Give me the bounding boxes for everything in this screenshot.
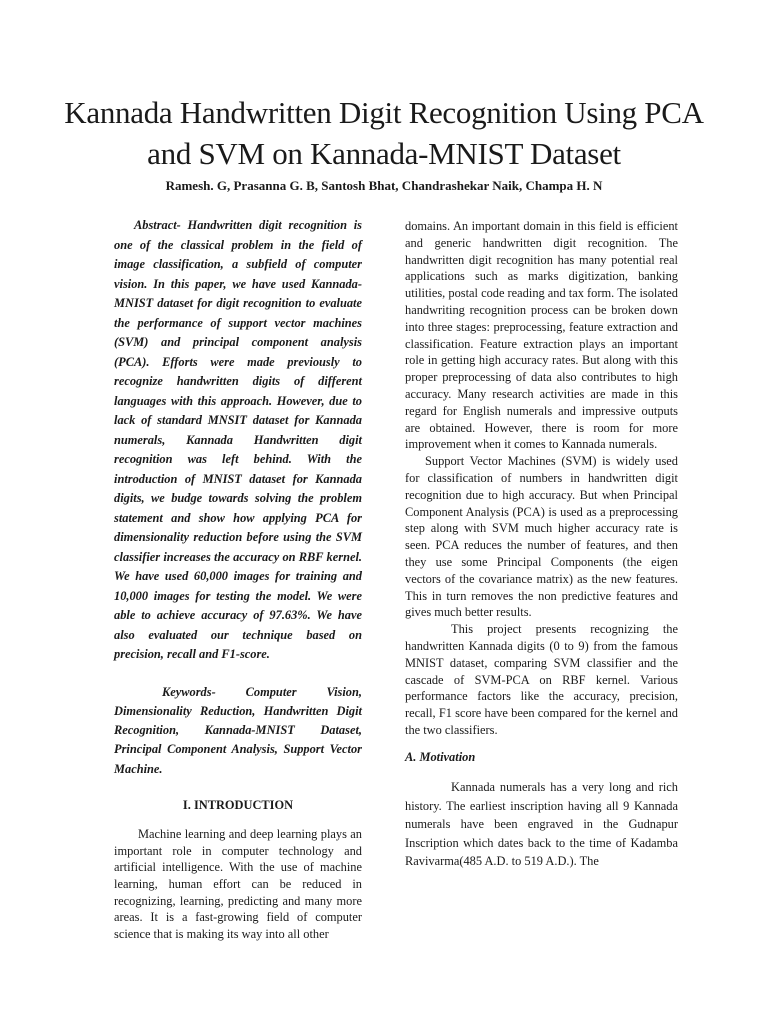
left-column [114,216,362,942]
author-list: Ramesh. G, Prasanna G. B, Santosh Bhat, Chandrashekar Naik, Champa H. N [165,178,603,193]
section-heading-introduction: I. INTRODUCTION [182,797,294,812]
subsection-heading-motivation: A. Motivation [405,749,476,764]
abstract-text: Handwritten digit recognition is one of the classical problem in the field of image classification, a subfield of computer vision. In this paper, we have used Kannada-MNIST dataset for digit recognition to evaluate the performance of support vector machines (SVM) and principal component analysis (PCA). Efforts were made previously to recognize handwritten digits of different languages with this approach. However, due to lack of standard MNSIT dataset for Kannada numerals, Kannada Handwritten digit recognition was left behind. With the introduction of MNIST dataset for Kannada digits, we budge towards solving the problem statement and show how applying PCA for dimensionality reduction before using the SVM classifier increases the accuracy on RBF kernel. We have used 60,000 images for training and 10,000 images for testing the model. We were able to achieve accuracy of 97.63%. We have also evaluated our technique based on precision, recall and F1-score. [114,218,362,661]
abstract-label: Abstract- [134,218,181,232]
introduction-paragraph: Machine learning and deep learning plays an important role in computer technology and artificial intelligence. With the use of machine learning, human effort can be reduced in recognizing, learning, predicting and many more areas. It is a fast-growing field of computer science that is making its way into all other [114,827,362,941]
body-paragraph-svm: Support Vector Machines (SVM) is widely used for classification of numbers in handwritten digit recognition due to high accuracy. But when Principal Component Analysis (PCA) is used as a preprocessing step along with SVM much higher accuracy rate is seen. PCA reduces the number of features, and then they use some Principal Components (the eigen vectors of the covariance matrix) as the new features. This in turn removes the non predictive features and gives much better results. [405,454,678,620]
keywords-paragraph: Keywords- Computer Vision, Dimensionality Reduction, Handwritten Digit Recognition, Kannada-MNIST Dataset, Principal Component Analysis, Support Vector Machine. [114,684,362,776]
abstract-paragraph [114,216,362,665]
motivation-paragraph: Kannada numerals has a very long and rich history. The earliest inscription having all 9 Kannada numerals have been engraved in the Gudnapur Inscription which dates back to the time of Kadamba Ravivarma(485 A.D. to 519 A.D.). The [405,779,678,869]
right-column [405,218,678,871]
paper-title: Kannada Handwritten Digit Recognition Using PCA and SVM on Kannada-MNIST Dataset [64,95,704,171]
body-paragraph-project: This project presents recognizing the handwritten Kannada digits (0 to 9) from the famous MNIST dataset, comparing SVM classifier and the cascade of SVM-PCA on RBF kernel. Various performance factors like the accuracy, precision, recall, F1 score have been compared for the kernel and the two classifiers. [405,622,678,737]
body-paragraph-domains: domains. An important domain in this field is efficient and generic handwritten digit recognition. The handwritten digit recognition has many potential real applications such as marks digitization, banking utilities, postal code reading and tax form. The isolated handwriting recognition process can be broken down into three stages: preprocessing, feature extraction and classification. Feature extraction plays an important role in getting high accuracy rates. But along with this proper preprocessing of data also contributes to high accuracy. Many research activities are made in this regard for English numerals and impressive outputs are obtained. However, there is room for more improvement when it comes to Kannada numerals. [405,219,678,452]
